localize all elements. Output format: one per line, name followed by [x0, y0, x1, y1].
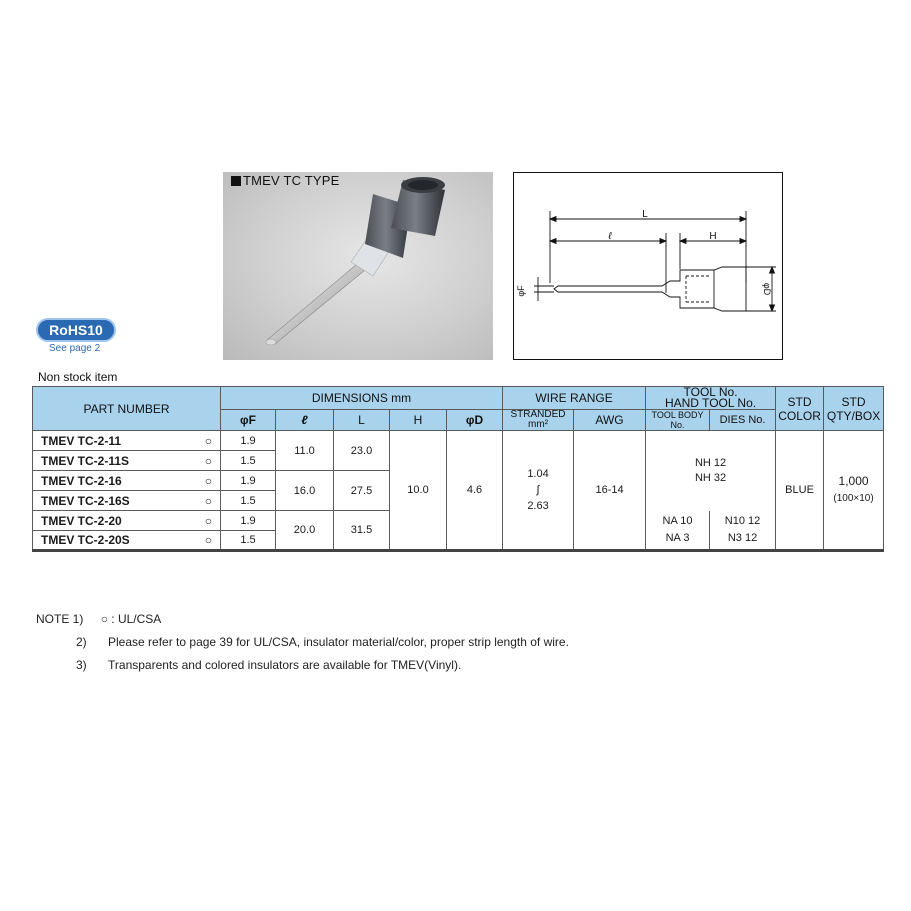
note-2: 2) Please refer to page 39 for UL/CSA, insulator material/color, proper strip length of wire. [76, 635, 569, 649]
h-cell: 10.0 [390, 431, 447, 551]
l-large-cell: 27.5 [334, 471, 390, 511]
header-tool-no [646, 387, 776, 410]
header-dies: DIES No. [710, 410, 776, 431]
phi-d-cell: 4.6 [447, 431, 503, 551]
header-std-color: STD COLOR [776, 387, 824, 431]
photo-title: TMEV TC TYPE [231, 173, 340, 188]
svg-text:L: L [642, 209, 648, 220]
header-l-small: ℓ [276, 410, 334, 431]
svg-text:H: H [709, 231, 717, 242]
pin-terminal-illustration [223, 172, 493, 360]
part-number-cell: TMEV TC-2-16S ○ [33, 491, 221, 511]
awg-cell: 16-14 [574, 431, 646, 551]
phi-f-cell: 1.9 [221, 511, 276, 531]
header-stranded: STRANDED mm² [503, 410, 574, 431]
ul-csa-mark-icon: ○ [204, 513, 212, 528]
rohs-see-page-link[interactable]: See page 2 [49, 343, 101, 354]
spec-table [32, 386, 884, 571]
hand-tool-nh-cell: NH 12 NH 32 [646, 431, 776, 511]
phi-f-cell: 1.5 [221, 451, 276, 471]
ul-csa-mark-icon: ○ [204, 473, 212, 488]
part-number-cell: TMEV TC-2-11S ○ [33, 451, 221, 471]
header-phi-d: φD [447, 410, 503, 431]
phi-f-cell: 1.9 [221, 471, 276, 491]
non-stock-label: Non stock item [38, 370, 118, 384]
header-h: H [390, 410, 447, 431]
part-number-cell: TMEV TC-2-11 ○ [33, 431, 221, 451]
l-small-cell: 20.0 [276, 511, 334, 551]
table-bottom-rule [33, 551, 884, 571]
phi-f-cell: 1.9 [221, 431, 276, 451]
std-qty-cell: 1,000 (100×10) [824, 431, 884, 551]
header-awg: AWG [574, 410, 646, 431]
tool-no-label: TOOL No. [683, 385, 738, 399]
ul-csa-mark-icon: ○ [204, 453, 212, 468]
l-large-cell: 31.5 [334, 511, 390, 551]
svg-text:φD: φD [762, 282, 772, 296]
table-row [33, 431, 884, 451]
tool-body-cell: NA 10 NA 3 [646, 511, 710, 551]
std-color-cell: BLUE [776, 431, 824, 551]
phi-f-cell: 1.5 [221, 491, 276, 511]
header-phi-f: φF [221, 410, 276, 431]
part-number-cell: TMEV TC-2-16 ○ [33, 471, 221, 491]
note-3: 3) Transparents and colored insulators are available for TMEV(Vinyl). [76, 658, 462, 672]
hand-tool-label: HAND TOOL No. [664, 396, 757, 410]
rohs-badge: RoHS10 [36, 318, 116, 342]
ul-csa-mark-icon: ○ [204, 433, 212, 448]
ul-csa-mark-icon: ○ [204, 493, 212, 508]
l-small-cell: 16.0 [276, 471, 334, 511]
header-l-large: L [334, 410, 390, 431]
dies-cell: N10 12 N3 12 [710, 511, 776, 551]
header-std-qty: STD QTY/BOX [824, 387, 884, 431]
product-photo [223, 172, 493, 360]
header-part-number: PART NUMBER [33, 387, 221, 431]
terminal-dimension-svg [514, 173, 784, 361]
svg-text:φF: φF [516, 285, 526, 297]
note-1: NOTE 1) ○ : UL/CSA [36, 612, 162, 626]
l-large-cell: 23.0 [334, 431, 390, 471]
dimension-drawing [513, 172, 783, 360]
phi-f-cell: 1.5 [221, 531, 276, 551]
stranded-range-cell: 1.04 ∫ 2.63 [503, 431, 574, 551]
header-wire-range: WIRE RANGE [503, 387, 646, 410]
part-number-cell: TMEV TC-2-20 ○ [33, 511, 221, 531]
l-small-cell: 11.0 [276, 431, 334, 471]
part-number-cell: TMEV TC-2-20S ○ [33, 531, 221, 551]
header-tool-body: TOOL BODY No. [646, 410, 710, 431]
ul-csa-mark-icon: ○ [204, 533, 212, 547]
svg-text:ℓ: ℓ [608, 231, 612, 242]
header-dimensions: DIMENSIONS mm [221, 387, 503, 410]
